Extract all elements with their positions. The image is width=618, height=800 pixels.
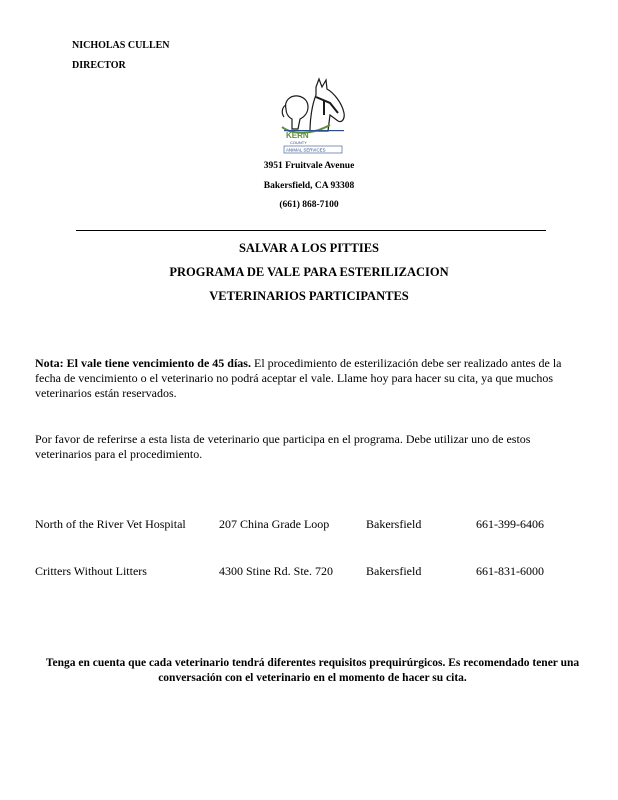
instructions-paragraph: Por favor de referirse a esta lista de veterinario que participa en el programa. Debe utilizar uno de estos veterinarios para el procedimiento. xyxy=(35,432,531,461)
vet-address: 4300 Stine Rd. Ste. 720 xyxy=(219,564,334,578)
logo-county-text: COUNTY xyxy=(290,140,307,145)
vet-city: Bakersfield xyxy=(366,517,422,531)
horizontal-divider xyxy=(76,230,546,231)
footer-note: Tenga en cuenta que cada veterinario tendrá diferentes requisitos prequirúrgicos. Es recomendado tener una conversación con el veterinario en el momento de hacer su cita. xyxy=(45,657,580,684)
address-phone: (661) 868-7100 xyxy=(279,200,339,210)
director-name: NICHOLAS CULLEN xyxy=(72,40,170,51)
kern-county-animal-services-logo xyxy=(272,75,352,155)
vet-address: 207 China Grade Loop xyxy=(219,517,330,531)
vet-name: Critters Without Litters xyxy=(35,564,147,578)
vet-phone: 661-831-6000 xyxy=(476,564,544,578)
title-save-the-pitties: SALVAR A LOS PITTIES xyxy=(238,241,379,255)
title-voucher-program: PROGRAMA DE VALE PARA ESTERILIZACION xyxy=(169,265,449,279)
vet-city: Bakersfield xyxy=(366,564,422,578)
vet-name: North of the River Vet Hospital xyxy=(35,517,186,531)
note-body-text: El procedimiento de esterilización debe ser realizado antes de la fecha de vencimiento o el veterinario no podrá aceptar el vale. Llame hoy para hacer su cita, ya que muchos veterinarios están reservados. xyxy=(35,356,562,400)
address-city: Bakersfield, CA 93308 xyxy=(263,181,355,191)
logo-animal-services-text: ANIMAL SERVICES xyxy=(286,147,326,153)
title-participating-vets: VETERINARIOS PARTICIPANTES xyxy=(209,289,409,303)
note-bold-text: Nota: El vale tiene vencimiento de 45 días. xyxy=(35,356,251,370)
director-title: DIRECTOR xyxy=(72,60,126,71)
logo-kern-text: KERN xyxy=(286,131,309,140)
vet-phone: 661-399-6406 xyxy=(476,517,544,531)
address-street: 3951 Fruitvale Avenue xyxy=(263,161,355,171)
note-paragraph xyxy=(35,356,590,401)
